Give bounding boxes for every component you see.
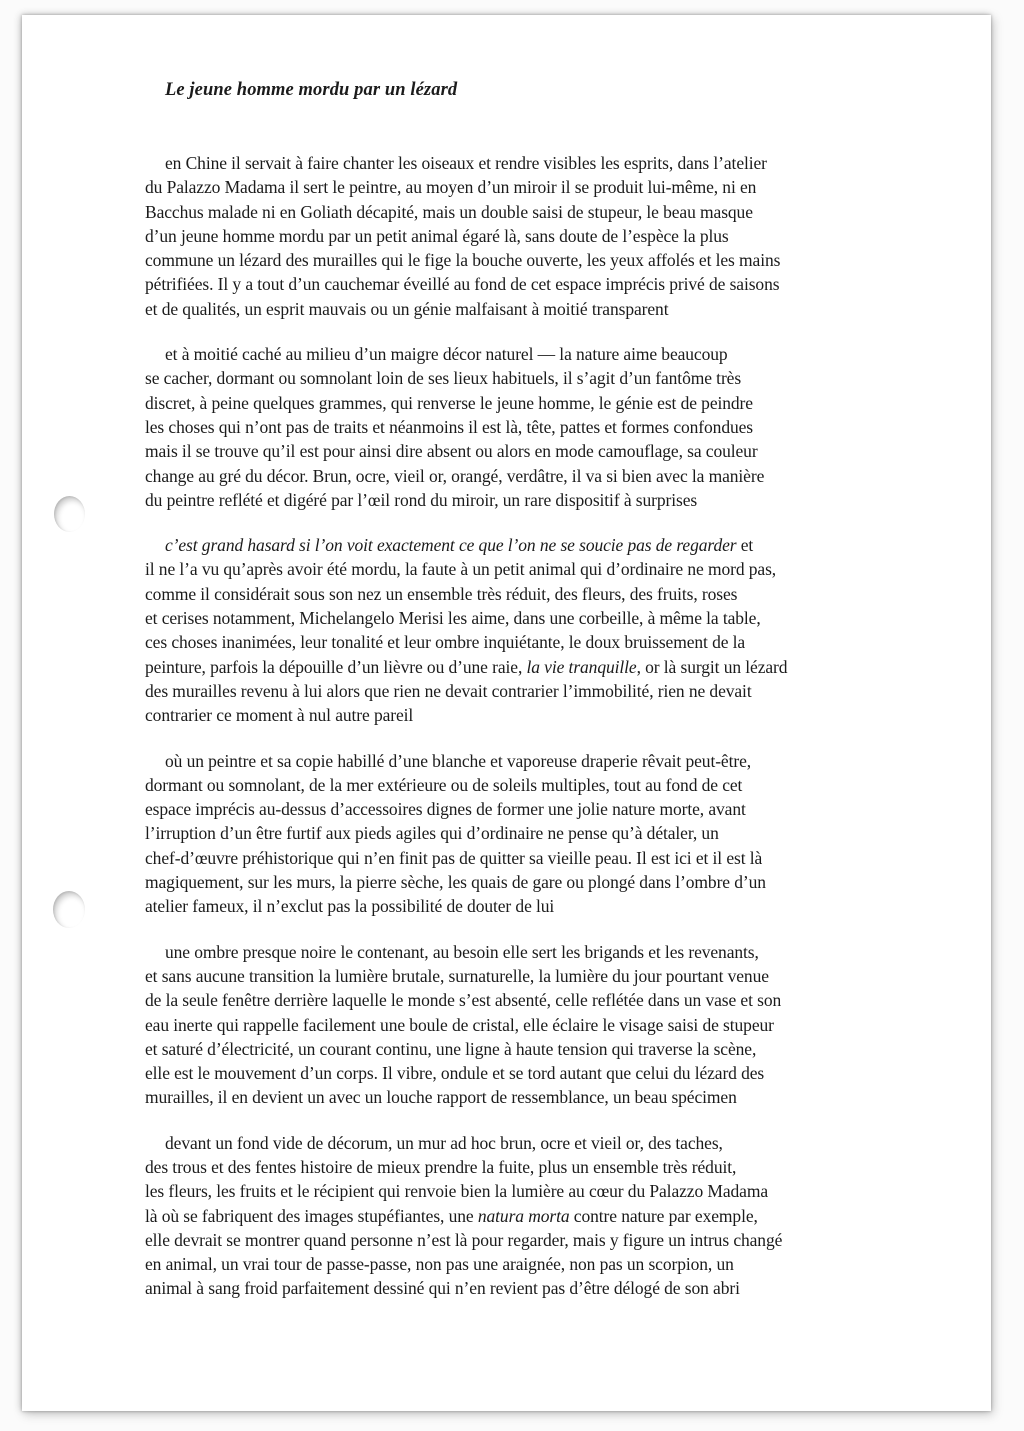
text-line: contrarier ce moment à nul autre pareil	[145, 705, 414, 726]
text-line: mais il se trouve qu’il est pour ainsi dire absent ou alors en mode camouflage, sa couleur	[145, 441, 758, 462]
paragraph	[145, 749, 965, 919]
text-line: du Palazzo Madama il sert le peintre, au moyen d’un miroir il se produit lui-même, ni en	[145, 177, 757, 198]
text-line: des murailles revenu à lui alors que rien ne devait contrarier l’immobilité, rien ne devait	[145, 680, 752, 701]
text-line: murailles, il en devient un avec un louche rapport de ressemblance, un beau spécimen	[145, 1087, 737, 1108]
text-line: pétrifiées. Il y a tout d’un cauchemar éveillé au fond de cet espace imprécis privé de saisons	[145, 274, 780, 295]
text-line: change au gré du décor. Brun, ocre, vieil or, orangé, verdâtre, il va si bien avec la manière	[145, 465, 765, 486]
text-line: et à moitié caché au milieu d’un maigre décor naturel — la nature aime beaucoup	[165, 344, 728, 365]
paragraph	[145, 1131, 965, 1301]
text-line: et sans aucune transition la lumière brutale, surnaturelle, la lumière du jour pourtant venue	[145, 965, 769, 986]
text-line: magiquement, sur les murs, la pierre sèche, les quais de gare ou plongé dans l’ombre d’un	[145, 872, 766, 893]
paragraph	[145, 151, 965, 321]
text-line: une ombre presque noire le contenant, au besoin elle sert les brigands et les revenants,	[165, 941, 759, 962]
text-line: et de qualités, un esprit mauvais ou un génie malfaisant à moitié transparent	[145, 298, 669, 319]
text-line: en animal, un vrai tour de passe-passe, non pas une araignée, non pas un scorpion, un	[145, 1254, 734, 1275]
paragraph	[145, 533, 965, 727]
text-line: les fleurs, les fruits et le récipient qui renvoie bien la lumière au cœur du Palazzo Madama	[145, 1181, 768, 1202]
text-line: de la seule fenêtre derrière laquelle le monde s’est absenté, celle reflétée dans un vase et son	[145, 990, 782, 1011]
text-line: espace imprécis au-dessus d’accessoires dignes de former une jolie nature morte, avant	[145, 799, 746, 820]
document-page	[22, 15, 991, 1411]
text-line: des trous et des fentes histoire de mieux prendre la fuite, plus un ensemble très réduit,	[145, 1156, 737, 1177]
paragraph	[145, 940, 965, 1110]
paragraphs	[145, 151, 965, 1301]
text-line: se cacher, dormant ou somnolant loin de ses lieux habituels, il s’agit d’un fantôme très	[145, 368, 742, 389]
text-line: ces choses inanimées, leur tonalité et leur ombre inquiétante, le doux bruissement de la	[145, 632, 746, 653]
text-line: eau inerte qui rappelle facilement une boule de cristal, elle éclaire le visage saisi de stupeur	[145, 1014, 774, 1035]
hole-punch-bottom	[53, 891, 85, 928]
text-line: elle est le mouvement d’un corps. Il vibre, ondule et se tord autant que celui du lézard des	[145, 1063, 765, 1084]
text-line: d’un jeune homme mordu par un petit animal égaré là, sans doute de l’espèce la plus	[145, 225, 729, 246]
text-line: où un peintre et sa copie habillé d’une blanche et vaporeuse draperie rêvait peut-être,	[165, 750, 752, 771]
text-line: Bacchus malade ni en Goliath décapité, mais un double saisi de stupeur, le beau masque	[145, 201, 753, 222]
paragraph	[145, 342, 965, 512]
text-line: et saturé d’électricité, un courant continu, une ligne à haute tension qui traverse la scène,	[145, 1038, 757, 1059]
text-line: en Chine il servait à faire chanter les oiseaux et rendre visibles les esprits, dans l’atelier	[165, 153, 767, 173]
text-line: dormant ou somnolant, de la mer extérieure ou de soleils multiples, tout au fond de cet	[145, 774, 743, 795]
text-line: elle devrait se montrer quand personne n’est là pour regarder, mais y figure un intrus changé	[145, 1229, 783, 1250]
text-line: les choses qui n’ont pas de traits et néanmoins il est là, tête, pattes et formes confondues	[145, 416, 754, 437]
text-line: commune un lézard des murailles qui le fige la bouche ouverte, les yeux affolés et les mains	[145, 250, 781, 271]
text-line: devant un fond vide de décorum, un mur ad hoc brun, ocre et vieil or, des taches,	[165, 1132, 723, 1153]
text-line: chef-d’œuvre préhistorique qui n’en finit pas de quitter sa vieille peau. Il est ici et il est là	[145, 847, 763, 868]
text-line: du peintre reflété et digéré par l’œil rond du miroir, un rare dispositif à surprises	[145, 489, 698, 510]
document-title: Le jeune homme mordu par un lézard	[165, 80, 458, 100]
text-line: discret, à peine quelques grammes, qui renverse le jeune homme, le génie est de peindre	[145, 392, 753, 413]
text-line: atelier fameux, il n’exclut pas la possibilité de douter de lui	[145, 896, 555, 917]
text-block	[145, 77, 965, 1322]
text-line: l’irruption d’un être furtif aux pieds agiles qui d’ordinaire ne pense qu’à détaler, un	[145, 823, 719, 844]
text-line: là où se fabriquent des images stupéfiantes, une natura morta contre nature par exemple,	[145, 1205, 758, 1226]
text-line: et cerises notamment, Michelangelo Merisi les aime, dans une corbeille, à même la table,	[145, 608, 761, 629]
text-line: c’est grand hasard si l’on voit exactement ce que l’on ne se soucie pas de regarder et	[165, 535, 754, 556]
text-line: comme il considérait sous son nez un ensemble très réduit, des fleurs, des fruits, roses	[145, 583, 738, 604]
text-line: animal à sang froid parfaitement dessiné qui n’en revient pas d’être délogé de son abri	[145, 1278, 740, 1299]
text-line: peinture, parfois la dépouille d’un lièvre ou d’une raie, la vie tranquille, or là surgit un lézard	[145, 656, 788, 677]
text-line: il ne l’a vu qu’après avoir été mordu, la faute à un petit animal qui d’ordinaire ne mord pas,	[145, 559, 777, 580]
hole-punch-top	[54, 496, 85, 532]
